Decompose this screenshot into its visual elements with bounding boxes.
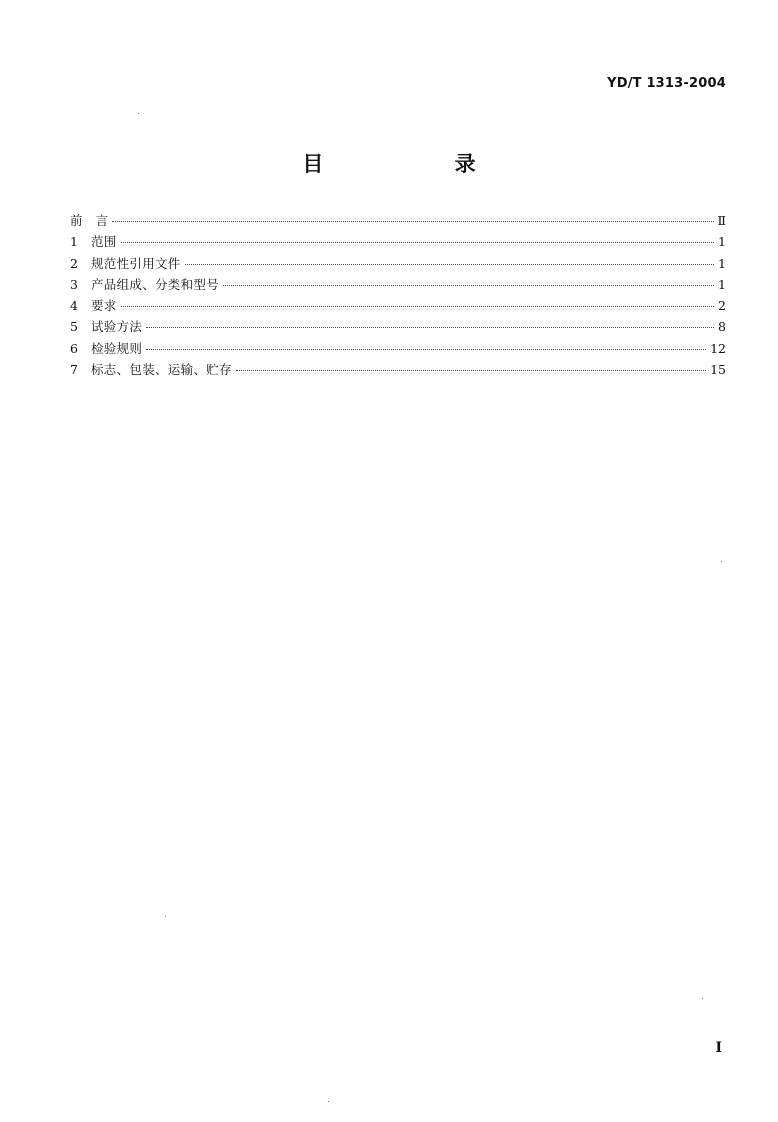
toc-entry-page: 1 <box>718 276 726 292</box>
toc-leader-dots <box>185 264 714 265</box>
toc-entry-title: 产品组成、分类和型号 <box>91 276 220 292</box>
scan-speck <box>721 561 722 562</box>
scan-speck <box>138 113 139 114</box>
page-number: I <box>715 1040 722 1056</box>
toc-entry-inspection-rules[interactable] <box>70 339 726 360</box>
toc-entry-number: 7 <box>70 362 78 378</box>
toc-entry-number: 1 <box>70 234 78 250</box>
toc-entry-foreword[interactable] <box>70 211 726 232</box>
toc-entry-title: 检验规则 <box>91 340 143 356</box>
toc-leader-dots <box>236 370 706 371</box>
scan-speck <box>702 998 703 999</box>
toc-entry-page: 1 <box>718 234 726 250</box>
toc-entry-page: 12 <box>710 340 726 356</box>
toc-entry-number: 2 <box>70 255 78 271</box>
toc-leader-dots <box>121 306 714 307</box>
toc-title: 目 录 <box>302 152 538 176</box>
toc-entry-test-methods[interactable] <box>70 317 726 338</box>
toc-entry-title: 要求 <box>91 298 117 314</box>
toc-entry-title: 前 言 <box>70 213 109 228</box>
toc-leader-dots <box>121 242 714 243</box>
toc-entry-product-composition[interactable] <box>70 275 726 296</box>
scan-speck <box>328 1101 329 1102</box>
toc-entry-number: 3 <box>70 276 78 292</box>
toc-entry-title: 规范性引用文件 <box>91 255 181 271</box>
toc-leader-dots <box>146 349 706 350</box>
toc-entry-page: Ⅱ <box>717 213 726 228</box>
toc-entry-number: 4 <box>70 298 78 314</box>
toc-entry-number: 6 <box>70 340 78 356</box>
toc-leader-dots <box>223 285 714 286</box>
document-code: YD/T 1313-2004 <box>607 76 726 91</box>
toc-entry-requirements[interactable] <box>70 296 726 317</box>
toc-entry-scope[interactable] <box>70 232 726 253</box>
scan-speck <box>165 916 166 917</box>
toc-entry-title: 标志、包装、运输、贮存 <box>91 362 232 378</box>
toc-entry-normative-references[interactable] <box>70 254 726 275</box>
toc-entry-page: 2 <box>718 298 726 314</box>
toc-entry-page: 8 <box>718 319 726 335</box>
toc-entry-page: 1 <box>718 255 726 271</box>
toc-entry-title: 范围 <box>91 234 117 250</box>
toc-entry-number: 5 <box>70 319 78 335</box>
table-of-contents <box>70 211 726 381</box>
toc-entry-marking-packaging[interactable] <box>70 360 726 381</box>
toc-entry-page: 15 <box>710 362 726 378</box>
toc-entry-title: 试验方法 <box>91 319 143 335</box>
toc-leader-dots <box>112 221 713 222</box>
toc-leader-dots <box>146 327 714 328</box>
